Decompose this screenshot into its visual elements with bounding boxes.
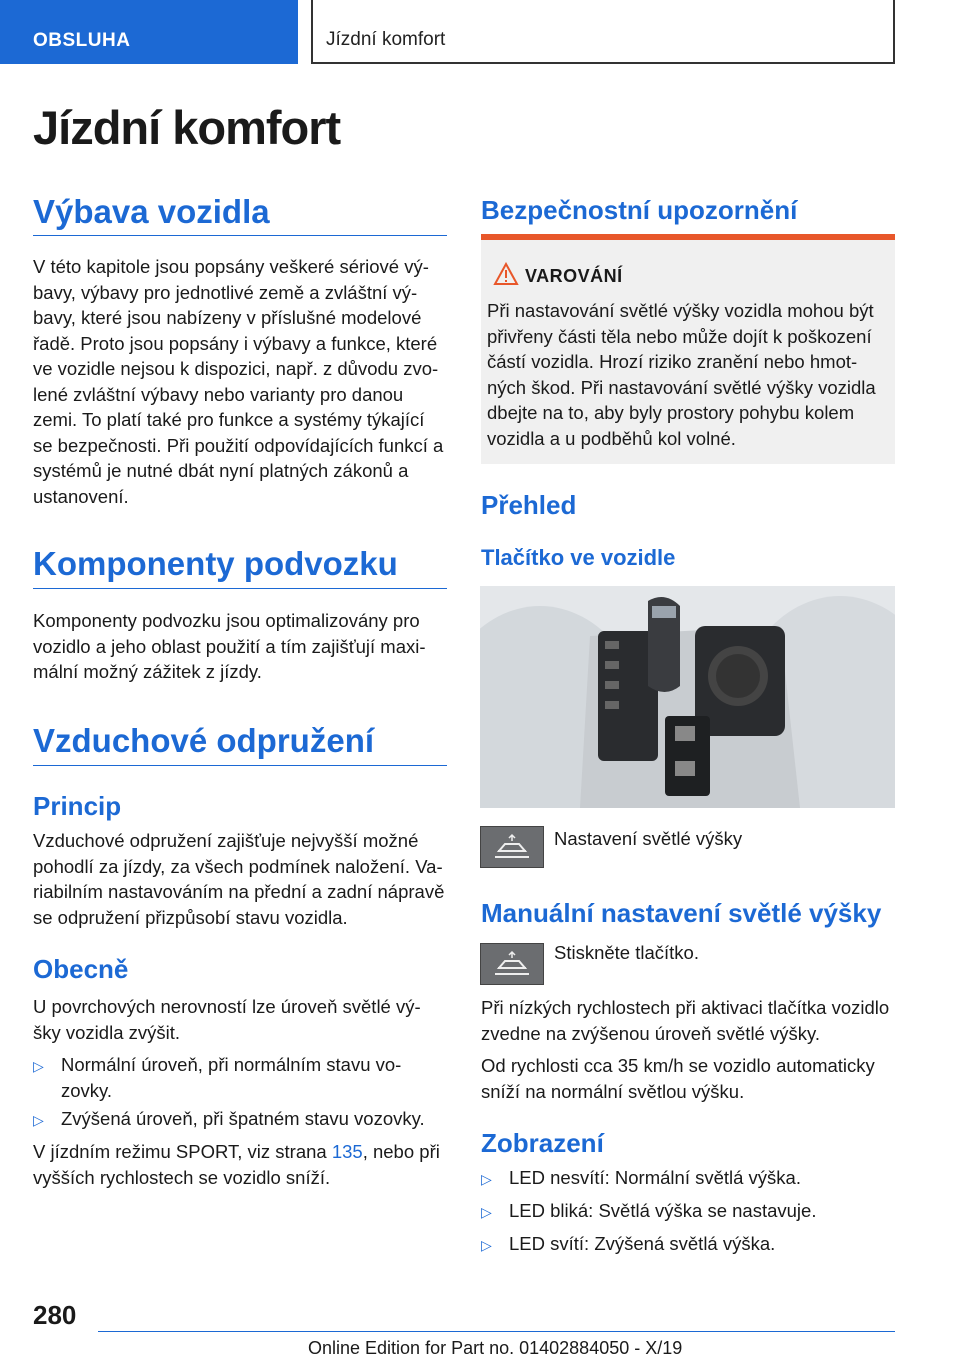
heading-manual: Manuální nastavení světlé výšky bbox=[481, 898, 882, 928]
header-chapter-label: Jízdní komfort bbox=[326, 29, 446, 50]
warning-title: VAROVÁNÍ bbox=[525, 266, 623, 286]
paragraph-manual-1: Při nízkých rychlostech při aktivaci tlačítka vozidlo zvedne na zvýšenou úroveň světlé výšky. bbox=[481, 997, 890, 1044]
footer-divider bbox=[98, 1331, 895, 1332]
warning-triangle-icon bbox=[493, 262, 519, 286]
list-item: ▷ Normální úroveň, při normálním stavu vo- zovky. bbox=[33, 1054, 402, 1101]
paragraph-obecne: U povrchových nerovností lze úroveň světlé vý- šky vozidla zvýšit. bbox=[33, 996, 421, 1043]
triangle-bullet-icon: ▷ bbox=[481, 1204, 492, 1220]
paragraph-manual-2: Od rychlosti cca 35 km/h se vozidlo automaticky sníží na normální světlou výšku. bbox=[481, 1055, 875, 1102]
console-photo bbox=[480, 586, 895, 808]
page-title: Jízdní komfort bbox=[33, 101, 341, 154]
heading-tlacitko: Tlačítko ve vozidle bbox=[481, 545, 676, 570]
ride-height-button-icon bbox=[480, 943, 544, 985]
heading-bezpecnost: Bezpečnostní upozornění bbox=[481, 195, 798, 225]
triangle-bullet-icon: ▷ bbox=[33, 1112, 44, 1128]
photo-caption: Nastavení světlé výšky bbox=[554, 828, 743, 849]
heading-zobrazeni: Zobrazení bbox=[481, 1128, 604, 1158]
list-item: ▷ LED bliká: Světlá výška se nastavuje. bbox=[481, 1198, 901, 1224]
manual-step: Stiskněte tlačítko. bbox=[554, 942, 699, 963]
heading-komponenty: Komponenty podvozku bbox=[33, 545, 398, 582]
paragraph-komponenty: Komponenty podvozku jsou optimalizovány pro vozidlo a jeho oblast použití a tím zajišťují maxi- mální možný zážitek z jízdy. bbox=[33, 610, 426, 682]
heading-vybava: Výbava vozidla bbox=[33, 193, 270, 230]
list-item: ▷ Zvýšená úroveň, při špatném stavu vozovky. bbox=[33, 1106, 453, 1132]
triangle-bullet-icon: ▷ bbox=[481, 1237, 492, 1253]
paragraph-vybava: V této kapitole jsou popsány veškeré sériové vý- bavy, výbavy pro jednotlivé země a zvláštní vý- bavy, které jsou nabízeny v příslušné modelové řadě. Proto jsou popsány i výbavy a funkce, které ve vozidle nejsou k dispozici, např. z důvodu zvo- lené zvláštní výbavy nebo varianty pro danou zemi. To platí také pro funkce a systémy týkající se bezpečnosti. Při použití odpovídajících funkcí a systémů je nutné dbát nyní platných zákonů a ustanovení. bbox=[33, 256, 444, 507]
heading-vzduchove: Vzduchové odpružení bbox=[33, 722, 375, 759]
triangle-bullet-icon: ▷ bbox=[33, 1058, 44, 1074]
heading-princip: Princip bbox=[33, 791, 122, 821]
heading-obecne: Obecně bbox=[33, 954, 129, 984]
paragraph-princip: Vzduchové odpružení zajišťuje nejvyšší možné pohodlí za jízdy, za všech podmínek naložení. Va- riabilním nastavováním na přední a zadní nápravě se odpružení přizpůsobí stavu vozidla. bbox=[33, 830, 445, 928]
paragraph-sport: V jízdním režimu SPORT, viz strana 135, nebo při vyšších rychlostech se vozidlo sníží. bbox=[33, 1141, 440, 1188]
warning-text: Při nastavování světlé výšky vozidla mohou být přivřeny části těla nebo může dojít k poškození částí vozidla. Hrozí riziko zranění nebo hmot- ných škod. Při nastavování světlé výšky vozidla dbejte na to, aby byly prostory pohybu kolem vozidla a u podběhů kol volné. bbox=[487, 300, 876, 449]
triangle-bullet-icon: ▷ bbox=[481, 1171, 492, 1187]
warning-box bbox=[481, 234, 895, 464]
header-chapter-box bbox=[311, 0, 895, 64]
footer-edition: Online Edition for Part no. 01402884050 - X/19 bbox=[308, 1338, 683, 1358]
page-number: 280 bbox=[33, 1300, 77, 1330]
header-section-label: OBSLUHA bbox=[33, 30, 131, 51]
heading-prehled: Přehled bbox=[481, 490, 577, 520]
list-item: ▷ LED svítí: Zvýšená světlá výška. bbox=[481, 1231, 901, 1257]
ride-height-button-icon bbox=[480, 826, 544, 868]
divider bbox=[33, 765, 447, 766]
page-link[interactable]: 135 bbox=[331, 1141, 363, 1162]
list-item: ▷ LED nesvítí: Normální světlá výška. bbox=[481, 1165, 901, 1191]
divider bbox=[33, 235, 447, 236]
divider bbox=[33, 588, 447, 589]
header-section-tab bbox=[0, 0, 298, 64]
